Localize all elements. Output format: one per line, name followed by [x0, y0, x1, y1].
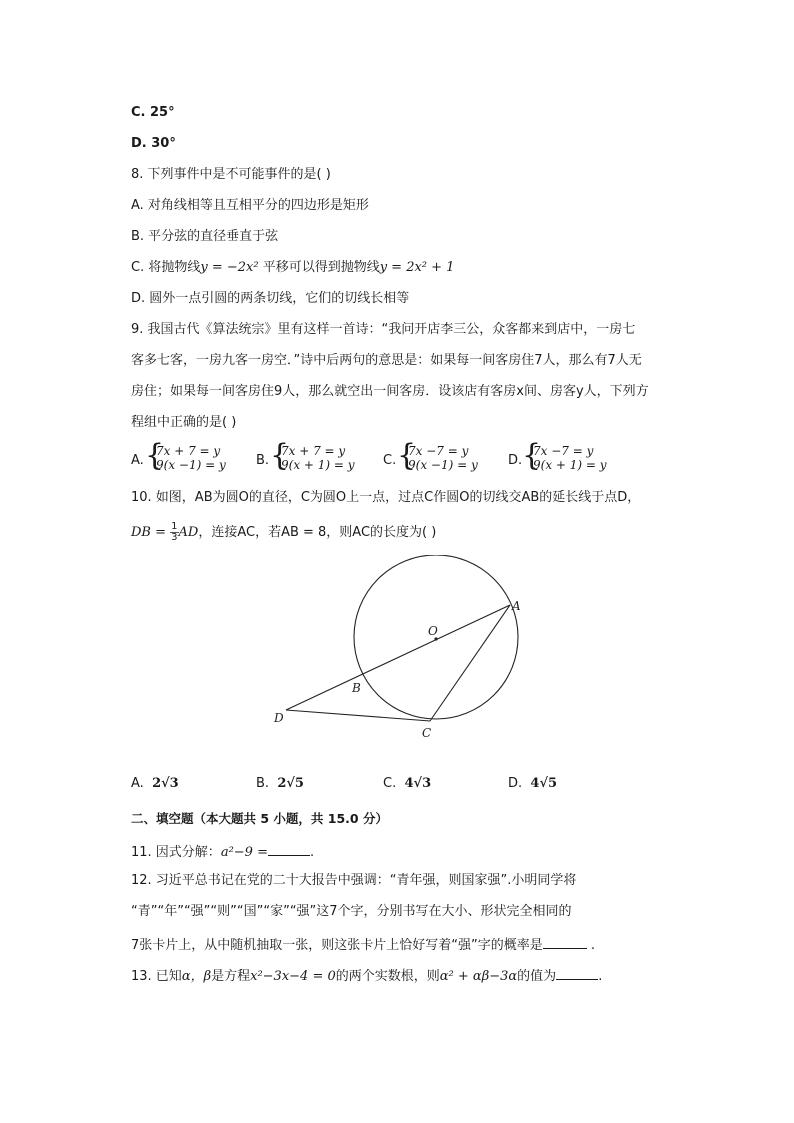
option-value: 2√5	[277, 776, 304, 791]
q8-option-b: B. 平分弦的直径垂直于弦	[131, 229, 279, 244]
q12-line-3	[131, 934, 595, 955]
q11	[131, 841, 314, 862]
brace-icon: {	[397, 438, 417, 473]
equation-1: 7x + 7 = y	[281, 444, 346, 458]
q10-ad-label: AD	[178, 525, 199, 540]
q9-line-2: 客多七客，一房九客一房空．”诗中后两句的意思是：如果每一间客房住7人，那么有7人无	[131, 353, 642, 368]
q13-variables: α，β	[181, 969, 212, 984]
q10-option-d	[508, 776, 557, 791]
point-label-o: O	[428, 624, 438, 638]
option-label: C.	[383, 453, 397, 468]
q10-db-label: DB =	[131, 525, 171, 540]
q13-expression: α² + αβ−3α	[439, 969, 518, 984]
fraction-denominator: 3	[171, 532, 178, 543]
q10-option-b	[256, 776, 304, 791]
equation-2: 9(x −1) = y	[156, 458, 226, 472]
q13-post: 的值为	[517, 969, 557, 984]
option-value: 2√3	[152, 776, 179, 791]
q12-line-3-text: 7张卡片上，从中随机抽取一张，则这张卡片上恰好写着“强”字的概率是	[131, 938, 543, 953]
point-label-b: B	[352, 681, 361, 695]
q9-options	[131, 438, 691, 475]
q13-equation: x²−3x−4 = 0	[250, 969, 336, 984]
option-value: 4√3	[404, 776, 432, 791]
q13-middle: 是方程	[211, 969, 251, 984]
q11-text: 11. 因式分解：	[131, 845, 221, 860]
q11-end: .	[309, 845, 315, 860]
equation-1: 7x −7 = y	[533, 444, 594, 458]
brace-icon: {	[522, 438, 542, 473]
q8-option-c-equation-1: y = −2x²	[200, 260, 263, 275]
q11-answer-blank[interactable]	[268, 841, 310, 856]
q10-line-1: 10. 如图，AB为圆O的直径，C为圆O上一点，过点C作圆O的切线交AB的延长线于点D，	[131, 490, 641, 505]
q10-line-2	[131, 520, 436, 546]
q12-answer-blank[interactable]	[543, 934, 587, 949]
q13-answer-blank[interactable]	[556, 965, 598, 980]
chord-ac	[430, 605, 510, 721]
point-label-c: C	[422, 726, 432, 740]
q11-expression: a²−9 =	[220, 845, 268, 860]
line-da	[286, 605, 510, 710]
option-label: C.	[383, 776, 397, 791]
tangent-dc	[286, 710, 430, 721]
q13	[131, 965, 602, 986]
q12-line-2: “青”“年”“强”“则”“国”“家”“强”这7个字，分别书写在大小、形状完全相同的	[131, 904, 572, 919]
brace-icon: {	[145, 438, 165, 473]
equation-1: 7x −7 = y	[408, 444, 469, 458]
circle-tangent-diagram	[270, 555, 540, 745]
q9-line-4: 程组中正确的是( )	[131, 415, 237, 430]
q7-option-d: D. 30°	[131, 136, 176, 151]
q8-stem: 8. 下列事件中是不可能事件的是( )	[131, 167, 331, 182]
q13-middle-2: 的两个实数根，则	[335, 969, 440, 984]
brace-icon: {	[270, 438, 290, 473]
equation-2: 9(x + 1) = y	[533, 458, 607, 472]
q8-option-d: D. 圆外一点引圆的两条切线，它们的切线长相等	[131, 291, 410, 306]
q12-end: .	[586, 938, 596, 953]
q10-option-a	[131, 776, 179, 791]
equation-2: 9(x −1) = y	[408, 458, 478, 472]
q7-option-c: C. 25°	[131, 105, 175, 120]
q8-option-c-prefix: C. 将抛物线	[131, 260, 201, 275]
point-label-a: A	[512, 599, 521, 613]
q10-option-c	[383, 776, 431, 791]
q8-option-c	[131, 259, 454, 277]
fraction-one-third	[170, 522, 178, 543]
q9-line-3: 房住；如果每一间客房住9人，那么就空出一间客房．设该店有客房x间、房客y人，下列方	[131, 384, 649, 399]
option-label: B.	[256, 453, 270, 468]
q8-option-c-middle: 平移可以得到抛物线	[262, 260, 380, 275]
point-label-d: D	[274, 711, 284, 725]
equation-1: 7x + 7 = y	[156, 444, 221, 458]
option-label: B.	[256, 776, 270, 791]
q8-option-c-equation-2: y = 2x² + 1	[379, 260, 455, 275]
equation-2: 9(x + 1) = y	[281, 458, 355, 472]
section-title: 二、填空题（本大题共 5 小题，共 15.0 分）	[131, 811, 388, 826]
q13-prefix: 13. 已知	[131, 969, 182, 984]
option-label: A.	[131, 453, 144, 468]
q12-line-1: 12. 习近平总书记在党的二十大报告中强调：“青年强，则国家强”.小明同学将	[131, 873, 577, 888]
q10-line-2-rest: ，连接AC，若AB = 8，则AC的长度为( )	[198, 525, 437, 540]
option-label: A.	[131, 776, 144, 791]
option-label: D.	[508, 453, 523, 468]
q13-end: .	[598, 969, 603, 984]
fraction-numerator: 1	[171, 521, 178, 532]
option-label: D.	[508, 776, 523, 791]
q8-option-a: A. 对角线相等且互相平分的四边形是矩形	[131, 198, 369, 213]
q9-line-1: 9. 我国古代《算法统宗》里有这样一首诗：“我问开店李三公，众客都来到店中，一房七	[131, 322, 636, 337]
option-value: 4√5	[530, 776, 558, 791]
